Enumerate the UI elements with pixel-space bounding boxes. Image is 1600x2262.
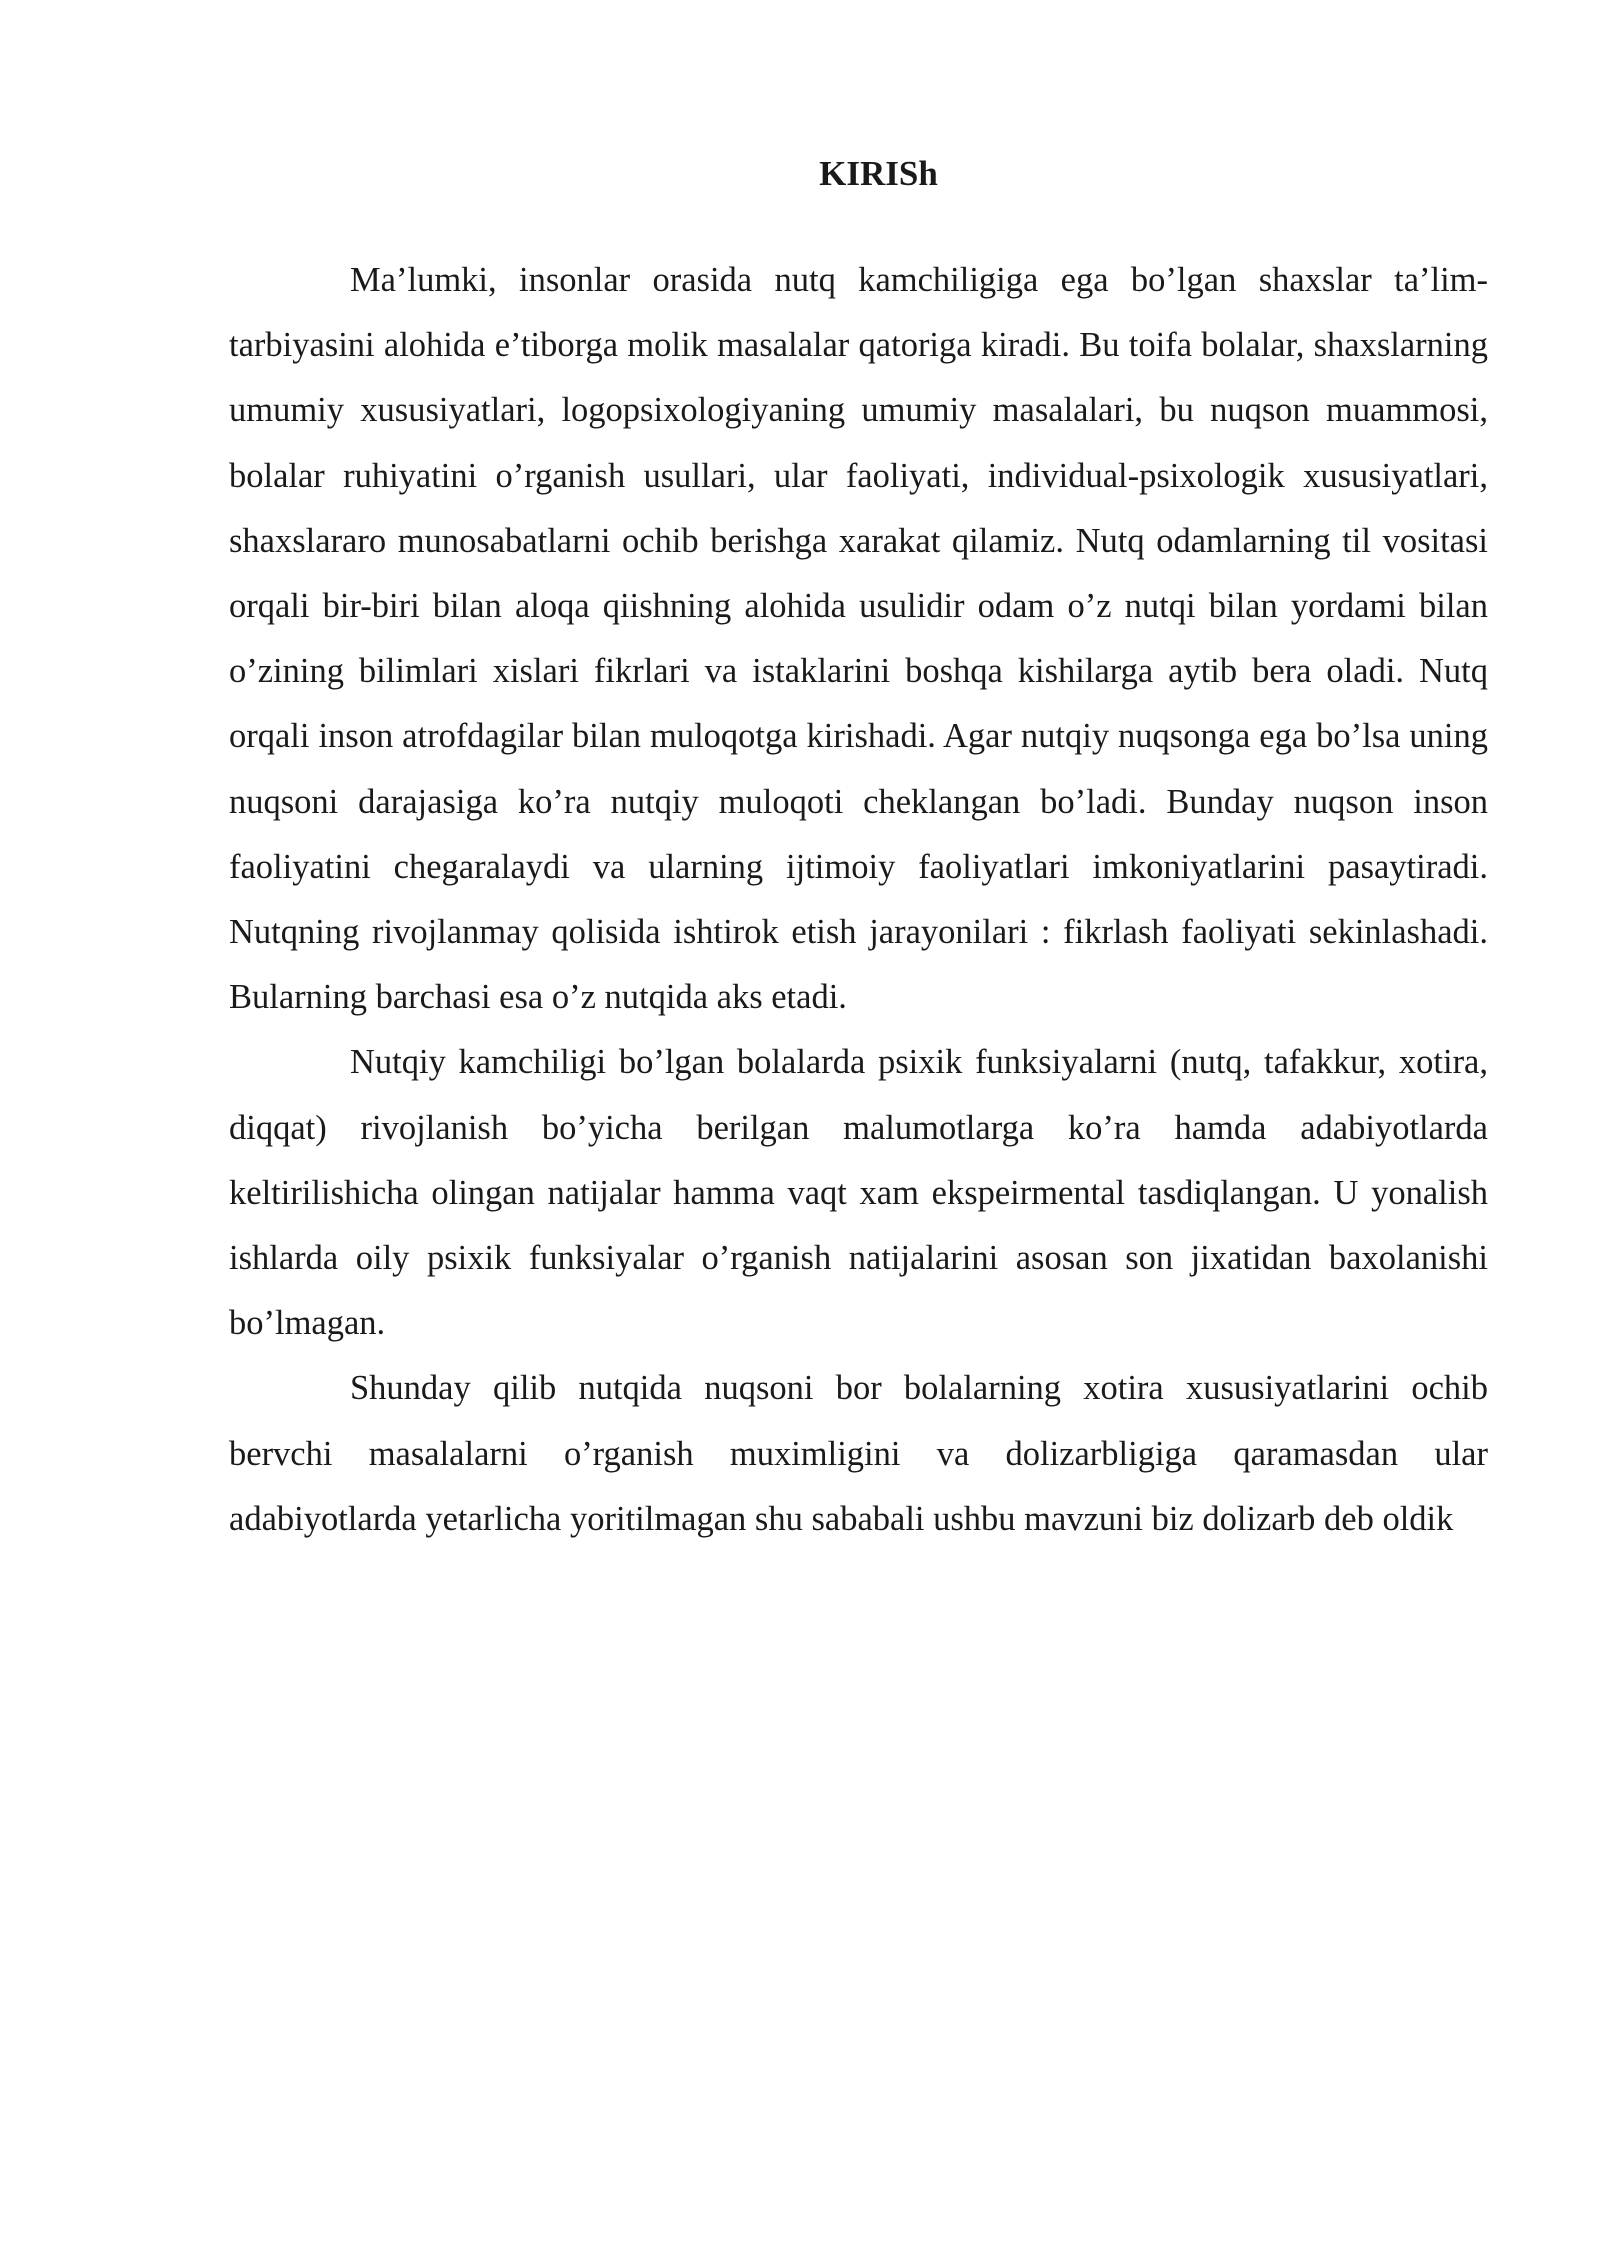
paragraph-2: Nutqiy kamchiligi bo’lgan bolalarda psixik funksiyalarni (nutq, tafakkur, xotira, diqqat) rivojlanish bo’yicha berilgan malumotlarga ko’ra hamda adabiyotlarda keltirilishicha olingan natijalar hamma vaqt xam ekspeirmental tasdiqlangan. U yonalish ishlarda oily psixik funksiyalar o’rganish natijalarini asosan son jixatidan baxolanishi bo’lmagan. [229, 1043, 1488, 1343]
paragraph-1: Ma’lumki, insonlar orasida nutq kamchiligiga ega bo’lgan shaxslar ta’lim-tarbiyasini alohida e’tiborga molik masalalar qatoriga kiradi. Bu toifa bolalar, shaxslarning umumiy xususiyatlari, logopsixologiyaning umumiy masalalari, bu nuqson muammosi, bolalar ruhiyatini o’rganish usullari, ular faoliyati, individual-psixologik xususiyatlari, shaxslararo munosabatlarni ochib berishga xarakat qilamiz. Nutq odamlarning til vositasi orqali bir-biri bilan aloqa qiishning alohida usulidir odam o’z nutqi bilan yordami bilan o’zining bilimlari xislari fikrlari va istaklarini boshqa kishilarga aytib bera oladi. Nutq orqali inson atrofdagilar bilan muloqotga kirishadi. Agar nutqiy nuqsonga ega bo’lsa uning nuqsoni darajasiga ko’ra nutqiy muloqoti cheklangan bo’ladi. Bunday nuqson inson faoliyatini chegaralaydi va ularning ijtimoiy faoliyatlari imkoniyatlarini pasaytiradi. Nutqning rivojlanmay qolisida ishtirok etish jarayonilari : fikrlash faoliyati sekinlashadi. Bularning barchasi esa o’z nutqida aks etadi. [229, 261, 1488, 1017]
page-title: KIRISh [819, 154, 938, 193]
document-body [229, 150, 1488, 1552]
paragraph-3: Shunday qilib nutqida nuqsoni bor bolalarning xotira xususiyatlarini ochib bervchi masalalarni o’rganish muximligini va dolizarbligiga qaramasdan ular adabiyotlarda yetarlicha yoritilmagan shu sababali ushbu mavzuni biz dolizarb deb oldik [229, 1369, 1488, 1538]
